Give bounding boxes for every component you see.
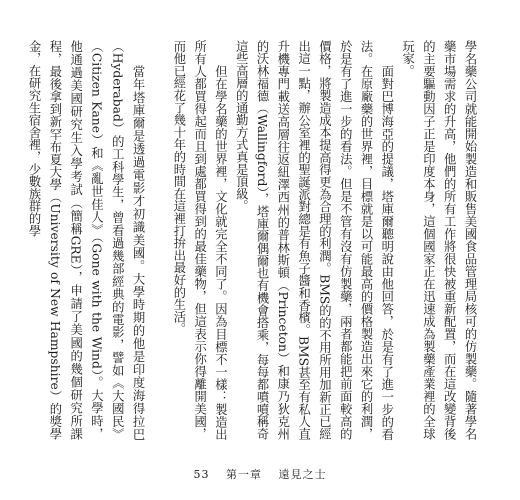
body-text [23, 40, 480, 440]
page-number: 53 [193, 468, 210, 481]
paragraph: 當年塔庫爾是透過電影才初識美國。大學時期的他是印度海得拉巴（Hyderabad）的工科學生，曾看過幾部經典的電影，譬如《大國民》（Citizen Kane）和《亂世佳人》（Gone with the Wind）。大學時，他通過美國研究生入學考試（簡稱GRE），申請了美國的幾個研究所課程，最後拿到新罕布夏大學（University of New Hampshire）的獎學金，在研究生宿舍裡，少數族群的學 [27, 40, 146, 440]
chapter-title: 遠見之士 [278, 468, 327, 481]
paragraph: 學名藥公司就能開始製造和販售美國食品管理局核可的仿製藥。隨著學名藥市場需求的升高，他們的所有工作將很快被重新配置，而在這改變背後的主要驅動因子正是印度本身，這個國家正在迅速成為製藥產業裡的全球玩家。 [400, 40, 477, 440]
chapter-label: 第一章 [226, 468, 262, 481]
page-footer [0, 466, 520, 482]
paragraph: 但在學名藥的世界裡，文化就完全不同了。因為目標不一樣：製造出所有人都買得起而且到處都買得到的最佳藥物，但這表示你得離開美國，而他已經花了幾十年的時間在這裡打拚出最好的生活。 [171, 40, 228, 440]
section-break [148, 40, 168, 440]
paragraph: 面對巴博海亞的提議，塔庫爾聽明說由他回答，於是有了進一步的看法。在原廠藥的世界裡，目標就是以可能最高的價格製造出來它的利潤，於是有了進一步的看法。但是不管有沒有仿製藥，兩者都能把前面較高的價格，將製造成本提高得更為合理的利潤。BMS的的不用所用加新正已經出這一點，辦公室裡的聖誕派對總是有魚子醬和香檳。BMS甚至有私人直升機專門載送高層往返紐澤西州的普林斯頓（Princeton）和康乃狄克州的沃林福德（Wallingford），塔庫爾偶爾也有機會搭乘，每每都噴噴稱奇這些高層的通勤方式真是頂級。 [234, 40, 394, 440]
